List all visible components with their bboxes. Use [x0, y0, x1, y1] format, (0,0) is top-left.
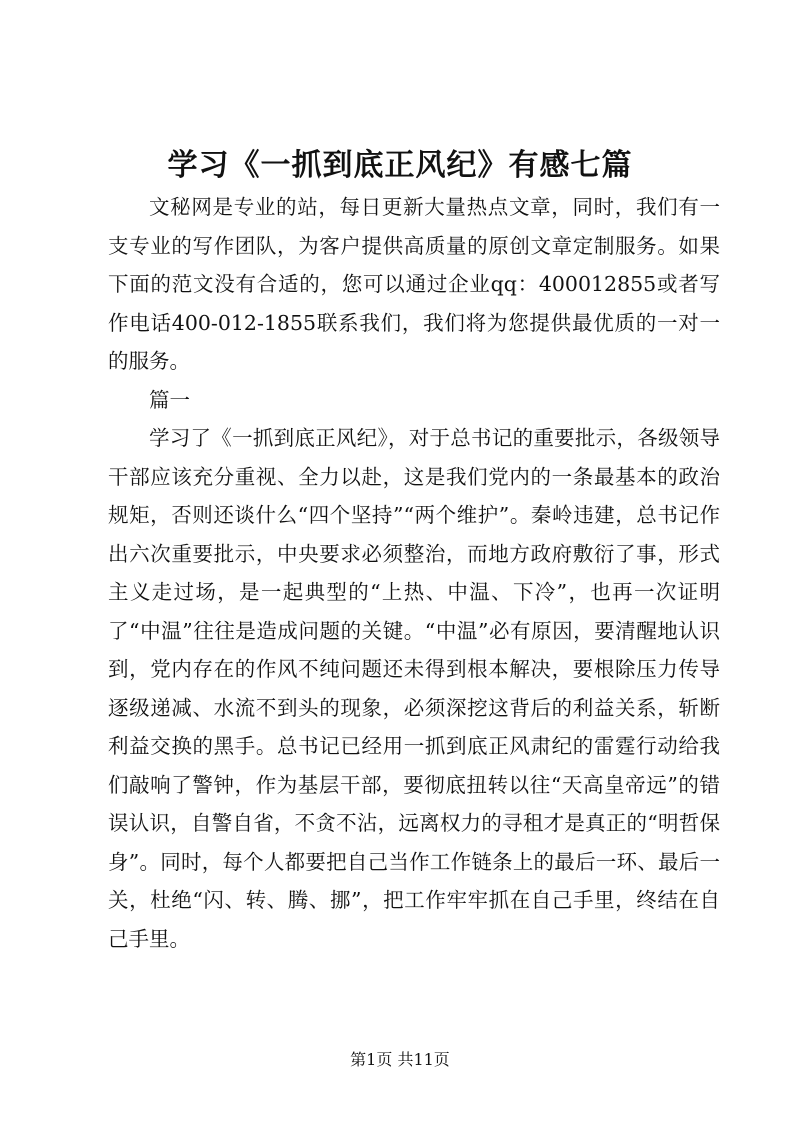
document-body [108, 188, 720, 958]
body-paragraph: 学习了《一抓到底正风纪》，对于总书记的重要批示，各级领导干部应该充分重视、全力以赴，这是我们党内的一条最基本的政治规矩，否则还谈什么“四个坚持”“两个维护”。秦岭违建，总书记作出六次重要批示，中央要求必须整治，而地方政府敷衍了事，形式主义走过场，是一起典型的“上热、中温、下冷”，也再一次证明了“中温”往往是造成问题的关键。“中温”必有原因，要清醒地认识到，党内存在的作风不纯问题还未得到根本解决，要根除压力传导逐级递减、水流不到头的现象，必须深挖这背后的利益关系，斩断利益交换的黑手。总书记已经用一抓到底正风肃纪的雷霆行动给我们敲响了警钟，作为基层干部，要彻底扭转以往“天高皇帝远”的错误认识，自警自省，不贪不沾，远离权力的寻租才是真正的“明哲保身”。同时，每个人都要把自己当作工作链条上的最后一环、最后一关，杜绝“闪、转、腾、挪”，把工作牢牢抓在自己手里，终结在自己手里。 [108, 426, 720, 951]
page-footer [0, 1047, 800, 1070]
page-title: 学习《一抓到底正风纪》有感七篇 [167, 148, 633, 183]
page-number-label: 第1页 共11页 [350, 1050, 450, 1069]
intro-paragraph: 文秘网是专业的站，每日更新大量热点文章，同时，我们有一支专业的写作团队，为客户提供高质量的原创文章定制服务。如果下面的范文没有合适的，您可以通过企业qq：400012855或者写作电话400-012-1855联系我们，我们将为您提供最优质的一对一的服务。 [108, 195, 720, 373]
section-heading: 篇一 [149, 387, 190, 412]
